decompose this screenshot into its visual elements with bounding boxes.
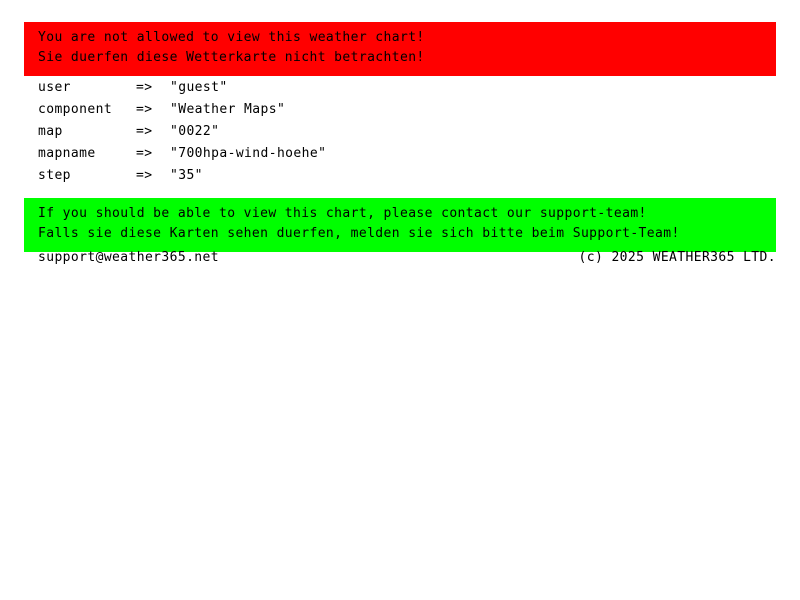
support-info-message-en: If you should be able to view this chart, please contact our support-team!: [38, 206, 647, 221]
table-row: [38, 146, 326, 168]
param-value: "guest": [170, 80, 228, 95]
param-value: "0022": [170, 124, 220, 139]
param-key: component: [38, 102, 113, 117]
copyright-notice: (c) 2025 WEATHER365 LTD.: [578, 250, 776, 265]
param-arrow: =>: [136, 168, 153, 183]
param-key: map: [38, 124, 63, 139]
param-arrow: =>: [136, 124, 153, 139]
param-key: user: [38, 80, 71, 95]
support-email-link[interactable]: support@weather365.net: [38, 250, 219, 265]
param-key: mapname: [38, 146, 96, 161]
access-denied-message-en: You are not allowed to view this weather chart!: [38, 30, 425, 45]
access-denied-message-de: Sie duerfen diese Wetterkarte nicht betrachten!: [38, 50, 425, 65]
param-arrow: =>: [136, 80, 153, 95]
request-parameters-table: [38, 80, 326, 190]
param-value: "700hpa-wind-hoehe": [170, 146, 327, 161]
access-denied-banner: [24, 22, 776, 76]
table-row: [38, 124, 326, 146]
support-info-message-de: Falls sie diese Karten sehen duerfen, melden sie sich bitte beim Support-Team!: [38, 226, 680, 241]
support-info-banner: [24, 198, 776, 252]
table-row: [38, 80, 326, 102]
param-value: "Weather Maps": [170, 102, 286, 117]
param-value: "35": [170, 168, 203, 183]
page-footer: [38, 250, 776, 265]
param-key: step: [38, 168, 71, 183]
param-arrow: =>: [136, 146, 153, 161]
table-row: [38, 168, 326, 190]
param-arrow: =>: [136, 102, 153, 117]
table-row: [38, 102, 326, 124]
